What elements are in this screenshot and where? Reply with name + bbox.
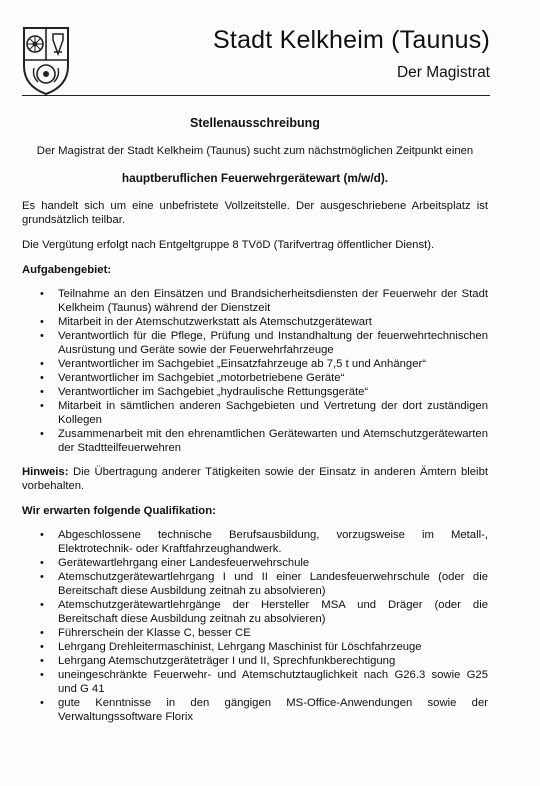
document-title: Stellenausschreibung: [190, 116, 320, 130]
list-item: • Verantwortlicher im Sachgebiet „motorbetriebene Geräte“: [58, 371, 488, 385]
qualifications-list: [22, 528, 488, 724]
paragraph-contract: Es handelt sich um eine unbefristete Vollzeitstelle. Der ausgeschriebene Arbeitsplatz ist grundsätzlich teilbar.: [22, 200, 488, 226]
list-item: • Lehrgang Atemschutzgeräteträger I und II, Sprechfunkberechtigung: [58, 654, 488, 668]
paragraph-salary: Die Vergütung erfolgt nach Entgeltgruppe 8 TVöD (Tarifvertrag öffentlicher Dienst).: [22, 239, 435, 251]
list-item: • Mitarbeit in der Atemschutzwerkstatt als Atemschutzgerätewart: [58, 315, 488, 329]
hint-label: Hinweis:: [22, 466, 69, 478]
header-divider: [22, 95, 490, 96]
position-title: hauptberuflichen Feuerwehrgerätewart (m/w/d).: [121, 171, 389, 185]
list-item: • uneingeschränkte Feuerwehr- und Atemschutztauglichkeit nach G26.3 sowie G25 und G 41: [58, 668, 488, 696]
list-item: • Verantwortlicher im Sachgebiet „Einsatzfahrzeuge ab 7,5 t und Anhänger“: [58, 357, 488, 371]
list-item: • Teilnahme an den Einsätzen und Brandsicherheitsdiensten der Feuerwehr der Stadt Kelkheim (Taunus) während der Dienstzeit: [58, 287, 488, 315]
list-item: • Abgeschlossene technische Berufsausbildung, vorzugsweise im Metall-, Elektrotechnik- oder Kraftfahrzeughandwerk.: [58, 528, 488, 556]
list-item: • Verantwortlich für die Pflege, Prüfung und Instandhaltung der feuerwehrtechnischen Ausrüstung und Geräte sowie der Feuerwehrfahrzeuge: [58, 329, 488, 357]
department-name: Der Magistrat: [396, 64, 490, 81]
list-item: • Führerschein der Klasse C, besser CE: [58, 626, 488, 640]
hint-text: Die Übertragung anderer Tätigkeiten sowie der Einsatz in anderen Ämtern bleibt vorbehalten.: [22, 466, 488, 492]
document-body: [22, 116, 488, 734]
city-name: Stadt Kelkheim (Taunus): [213, 26, 490, 54]
list-item: • Mitarbeit in sämtlichen anderen Sachgebieten und Vertretung der dort zuständigen Kollegen: [58, 399, 488, 427]
list-item: • Lehrgang Drehleitermaschinist, Lehrgang Maschinist für Löschfahrzeuge: [58, 640, 488, 654]
qualifications-heading: Wir erwarten folgende Qualifikation:: [22, 505, 216, 517]
list-item: • Gerätewartlehrgang einer Landesfeuerwehrschule: [58, 556, 488, 570]
list-item: • Zusammenarbeit mit den ehrenamtlichen Gerätewarten und Atemschutzgerätewarten der Stadtteilfeuerwehren: [58, 427, 488, 455]
tasks-list: [22, 287, 488, 455]
letterhead: [0, 0, 540, 100]
list-item: • Verantwortlicher im Sachgebiet „hydraulische Rettungsgeräte“: [58, 385, 488, 399]
city-crest-icon: [20, 24, 72, 96]
list-item: • Atemschutzgerätewartlehrgang I und II einer Landesfeuerwehrschule (oder die Bereitschaft diese Ausbildung zeitnah zu absolvieren): [58, 570, 488, 598]
list-item: • Atemschutzgerätewartlehrgänge der Hersteller MSA und Dräger (oder die Bereitschaft diese Ausbildung zeitnah zu absolvieren): [58, 598, 488, 626]
hint-paragraph: [22, 465, 488, 493]
list-item: • gute Kenntnisse in den gängigen MS-Office-Anwendungen sowie der Verwaltungssoftware Florix: [58, 696, 488, 724]
tasks-heading: Aufgabengebiet:: [22, 264, 112, 276]
intro-text: Der Magistrat der Stadt Kelkheim (Taunus) sucht zum nächstmöglichen Zeitpunkt einen: [36, 145, 474, 157]
